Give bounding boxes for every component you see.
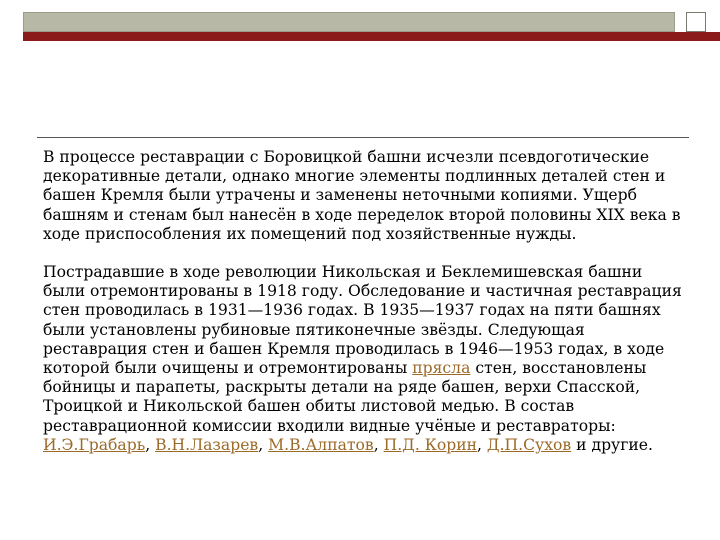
paragraph-1: В процессе реставрации с Боровицкой башни исчезли псевдоготические декоративные детали, однако многие элементы подлинных деталей стен и башен Кремля были утрачены и заменены неточными копиями. Ущерб башням и стенам был нанесён в ходе переделок второй половины XIX века в ходе приспособления их помещений под хозяйственные нужды. — [43, 148, 681, 243]
paragraph-2-text-b: стен, восстановлены бойницы и парапеты, раскрыты детали на ряде башен, верхи Спасской, Троицкой и Никольской башен обиты листовой медью. В состав реставрационной комиссии входили видные учёные и реставраторы: — [43, 359, 647, 435]
link-korin[interactable]: П.Д. Корин — [383, 435, 477, 454]
link-sukhov[interactable]: Д.П.Сухов — [486, 435, 572, 454]
header-bar-gray — [23, 12, 675, 32]
paragraph-2 — [43, 263, 688, 455]
link-alpatov[interactable]: М.В.Алпатов — [268, 435, 374, 454]
separator: , — [258, 435, 269, 454]
separator: , — [476, 435, 487, 454]
corner-square — [686, 12, 706, 32]
paragraph-2-text-a: Пострадавшие в ходе революции Никольская и Беклемишевская башни были отремонтированы в 1918 году. Обследование и частичная реставрация стен проводилась в 1931—1936 годах. В 1935—1937 годах на пяти башнях были установлены рубиновые пятиконечные звёзды. Следующая реставрация стен и башен Кремля проводилась в 1946—1953 годах, в ходе которой были очищены и отремонтированы — [43, 263, 682, 378]
header-bar-red — [23, 32, 720, 41]
link-lazarev[interactable]: В.Н.Лазарев — [155, 435, 259, 454]
paragraph-2-ending: и другие. — [571, 435, 653, 454]
separator: , — [145, 435, 156, 454]
link-grabar[interactable]: И.Э.Грабарь — [43, 435, 146, 454]
title-divider — [37, 137, 689, 138]
separator: , — [373, 435, 384, 454]
slide-body — [43, 148, 688, 474]
link-pryasla[interactable]: прясла — [412, 359, 471, 378]
